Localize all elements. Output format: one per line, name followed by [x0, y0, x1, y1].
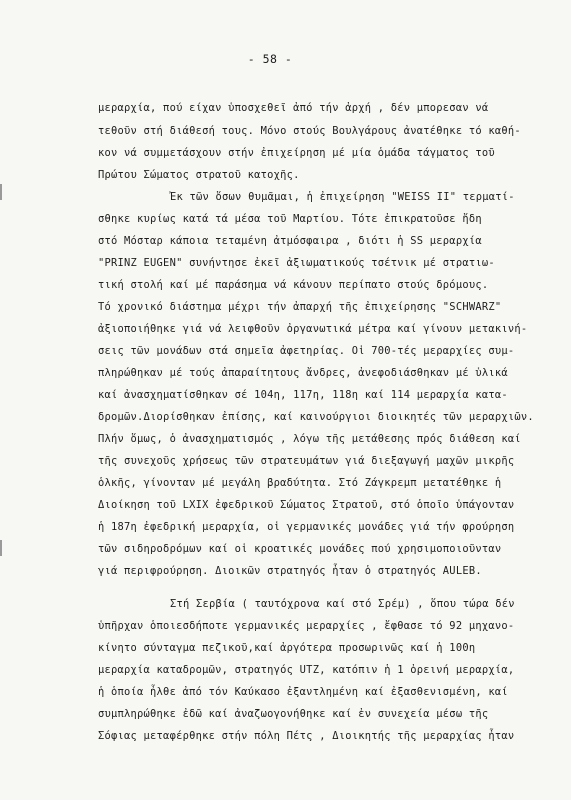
- text-line: Διοίκηση τοῦ LXIX ἐφεδρικοῦ Σώματος Στρατοῦ, στό ὁποῖο ὑπάγονταν: [98, 499, 515, 511]
- text-line: τική στολή καί μέ παράσημα νά κάνουν περίπατο στούς δρόμους.: [98, 279, 489, 291]
- binding-mark: [0, 540, 2, 556]
- page-number: - 58 -: [247, 52, 293, 66]
- text-line: ἡ 187η ἐφεδρική μεραρχία, οἱ γερμανικές μονάδες γιά τήν φρούρηση: [98, 521, 515, 533]
- text-line: τῆς συνεχοῦς χρήσεως τῶν στρατευμάτων γιά διεξαγωγή μαχῶν μικρῆς: [98, 455, 515, 467]
- text-line: ἡ ὁποία ἦλθε ἀπό τόν Καύκασο ἐξαντλημένη καί ἐξασθενισμένη, καί: [98, 686, 508, 698]
- text-line: μεραρχία, πού είχαν ὑποσχεθεῖ ἀπό τήν ἀρχή , δέν μπορεσαν νά: [98, 102, 489, 114]
- text-line: μεραρχία καταδρομῶν, στρατηγός UTZ, κατόπιν ἡ 1 ὀρεινή μεραρχία,: [98, 664, 515, 676]
- text-line: σθηκε κυρίως κατά τά μέσα τοῦ Μαρτίου. Τότε ἐπικρατοῦσε ἤδη: [98, 213, 482, 225]
- text-line: Τό χρονικό διάστημα μέχρι τήν ἀπαρχή τῆς ἐπιχείρησης "SCHWARZ": [98, 301, 502, 313]
- text-line: στό Μόσταρ κάποια τεταμένη ἀτμόσφαιρα , διότι ἡ SS μεραρχία: [98, 235, 482, 247]
- text-line: συμπληρώθηκε ἐδῶ καί ἀναζωογονήθηκε καί ἐν συνεχεία μέσω τῆς: [98, 708, 489, 720]
- text-line: Στή Σερβία ( ταυτόχρονα καί στό Σρέμ) , ὅπου τώρα δέν: [170, 598, 515, 610]
- text-line: τεθοῦν στή διάθεσή τους. Μόνο στούς Βουλγάρους ἀνατέθηκε τό καθή-: [98, 125, 521, 137]
- binding-mark: [0, 184, 2, 200]
- text-line: ἀξιοποιήθηκε γιά νά λειφθοῦν ὀργανωτικά μέτρα καί γίνουν μετακινή-: [98, 323, 528, 335]
- text-line: "PRINZ EUGEN" συνήντησε ἐκεῖ ἀξιωματικούς τσέτνικ μέ στρατιω-: [98, 257, 495, 269]
- text-line: δρομῶν.Διορίσθηκαν ἐπίσης, καί καινούργιοι διοικητές τῶν μεραρχιῶν.: [98, 411, 534, 423]
- text-line: γιά περιφρούρηση. Διοικῶν στρατηγός ἦταν ὁ στρατηγός AULEB.: [98, 565, 482, 577]
- text-line: κον νά συμμετάσχουν στήν ἐπιχείρηση μέ μία ὁμάδα τάγματος τοῦ: [98, 147, 495, 159]
- text-line: κίνητο σύνταγμα πεζικοῦ,καί ἀργότερα προσωρινῶς καί ἡ 100η: [98, 642, 476, 654]
- text-line: τῶν σιδηροδρόμων καί οἱ κροατικές μονάδες πού χρησιμοποιοῦνταν: [98, 543, 502, 555]
- text-line: πληρώθηκαν μέ τούς ἀπαραίτητους ἄνδρες, ἀνεφοδιάσθηκαν μέ ὑλικά: [98, 367, 508, 379]
- text-line: ὑπῆρχαν ὁποιεσδήποτε γερμανικές μεραρχίες , ἔφθασε τό 92 μηχανο-: [98, 620, 515, 632]
- text-line: Πλήν ὅμως, ὁ ἀνασχηματισμός , λόγω τῆς μετάθεσης πρός διάθεση καί: [98, 433, 521, 445]
- text-line: ὁλκῆς, γίνονταν μέ μεγάλη βραδύτητα. Στό Ζάγκρεμπ μετατέθηκε ἡ: [98, 477, 502, 489]
- text-line: Ἐκ τῶν ὅσων θυμᾶμαι, ἡ ἐπιχείρηση "WEISS II" τερματί-: [170, 191, 515, 203]
- text-line: καί ἀνασχηματίσθηκαν σέ 104η, 117η, 118η καί 114 μεραρχία κατα-: [98, 389, 508, 401]
- text-line: Σόφιας μεταφέρθηκε στήν πόλη Πέτς , Διοικητής τῆς μεραρχίας ἦταν: [98, 730, 515, 742]
- text-line: σεις τῶν μονάδων στά σημεῖα ἀφετηρίας. Οἱ 700-τές μεραρχίες συμ-: [98, 345, 515, 357]
- text-line: Πρώτου Σώματος στρατοῦ κατοχῆς.: [98, 169, 300, 181]
